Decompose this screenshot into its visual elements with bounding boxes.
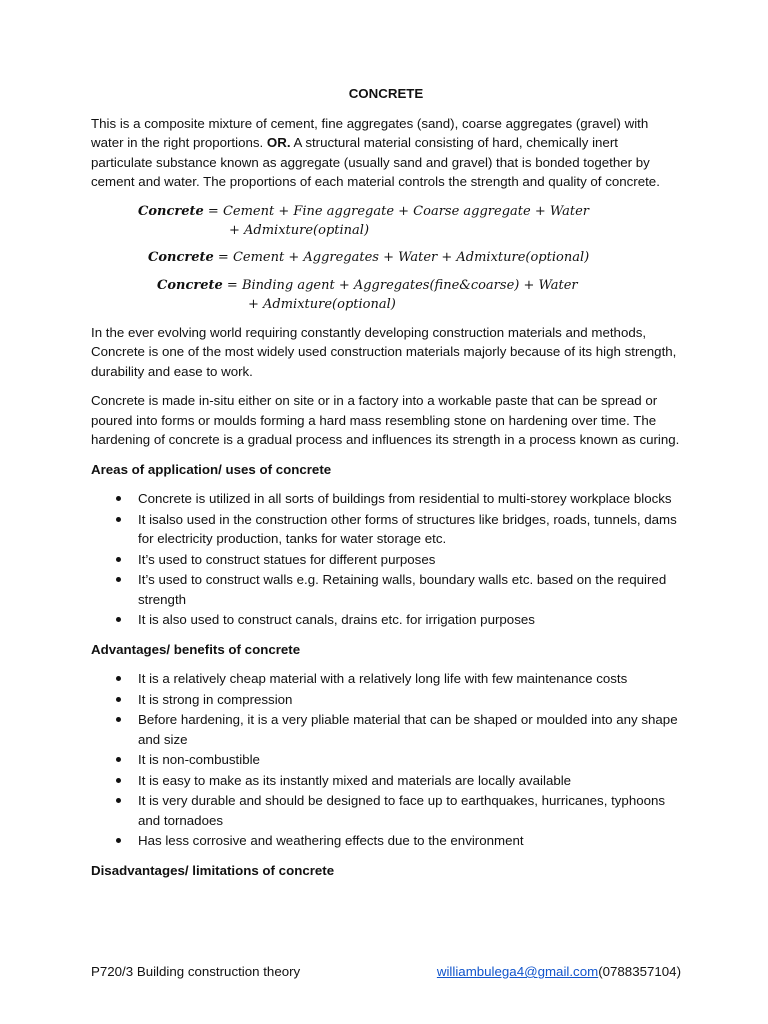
equation-3-line-1 bbox=[157, 276, 681, 295]
footer-phone: (0788357104) bbox=[598, 964, 681, 979]
equation-3-line-2: + Admixture(optional) bbox=[248, 296, 396, 312]
intro-paragraph bbox=[91, 114, 681, 192]
equation-1-lhs: Concrete bbox=[138, 203, 204, 219]
uses-heading: Areas of application/ uses of concrete bbox=[91, 461, 332, 477]
list-item: It is very durable and should be designed to face up to earthquakes, hurricanes, typhoons and tornadoes bbox=[91, 791, 681, 830]
equation-1-rhs-1: = Cement + Fine aggregate + Coarse aggregate + Water bbox=[203, 203, 589, 219]
uses-list bbox=[91, 489, 681, 630]
list-item: Has less corrosive and weathering effects due to the environment bbox=[91, 831, 681, 851]
equation-1-line-1 bbox=[138, 202, 681, 221]
list-item: It’s used to construct statues for different purposes bbox=[91, 550, 681, 570]
footer-contact bbox=[437, 962, 681, 982]
list-item: Concrete is utilized in all sorts of buildings from residential to multi-storey workplace blocks bbox=[91, 489, 681, 509]
equation-2-rhs: = Cement + Aggregates + Water + Admixture(optional) bbox=[213, 249, 590, 265]
list-item: It’s used to construct walls e.g. Retaining walls, boundary walls etc. based on the required strength bbox=[91, 570, 681, 609]
list-item: It is strong in compression bbox=[91, 690, 681, 710]
paragraph-in-situ: Concrete is made in-situ either on site or in a factory into a workable paste that can be spread or poured into forms or moulds forming a hard mass resembling stone on hardening over time. The hardening of concrete is a gradual process and influences its strength in a process known as curing. bbox=[91, 393, 680, 447]
list-item: It is also used to construct canals, drains etc. for irrigation purposes bbox=[91, 610, 681, 630]
document-page bbox=[91, 84, 681, 890]
equation-1-line-2: + Admixture(optinal) bbox=[229, 222, 370, 238]
list-item: It isalso used in the construction other forms of structures like bridges, roads, tunnels, dams for electricity production, tanks for water storage etc. bbox=[91, 510, 681, 549]
list-item: It is non-combustible bbox=[91, 750, 681, 770]
intro-text-part1: This is a composite mixture of cement, fine aggregates (sand), coarse aggregates (gravel) with water in the right proportions. bbox=[91, 115, 649, 150]
disadvantages-heading: Disadvantages/ limitations of concrete bbox=[91, 862, 335, 878]
paragraph-usage: In the ever evolving world requiring constantly developing construction materials and methods, Concrete is one of the most widely used construction materials majorly because of its high strength, durability and ease to work. bbox=[91, 324, 677, 379]
advantages-heading: Advantages/ benefits of concrete bbox=[91, 641, 301, 657]
list-item: It is easy to make as its instantly mixed and materials are locally available bbox=[91, 771, 681, 791]
list-item: It is a relatively cheap material with a relatively long life with few maintenance costs bbox=[91, 669, 681, 689]
equation-3-lhs: Concrete bbox=[157, 277, 223, 293]
equation-3-rhs-1: = Binding agent + Aggregates(fine&coarse) + Water bbox=[222, 277, 578, 293]
advantages-list bbox=[91, 669, 681, 851]
footer-course: P720/3 Building construction theory bbox=[91, 964, 301, 979]
list-item: Before hardening, it is a very pliable material that can be shaped or moulded into any shape and size bbox=[91, 710, 681, 749]
equation-2 bbox=[148, 248, 681, 267]
intro-or: OR. bbox=[266, 135, 291, 150]
page-footer bbox=[91, 962, 681, 982]
intro-text-part2: A structural material consisting of hard, chemically inert particulate substance known as aggregate (usually sand and gravel) that is bonded together by cement and water. The proportions of each material controls the strength and quality of concrete. bbox=[91, 135, 660, 189]
email-link[interactable]: williambulega4@gmail.com bbox=[436, 964, 599, 979]
equation-2-lhs: Concrete bbox=[148, 249, 214, 265]
page-title: CONCRETE bbox=[348, 86, 424, 101]
